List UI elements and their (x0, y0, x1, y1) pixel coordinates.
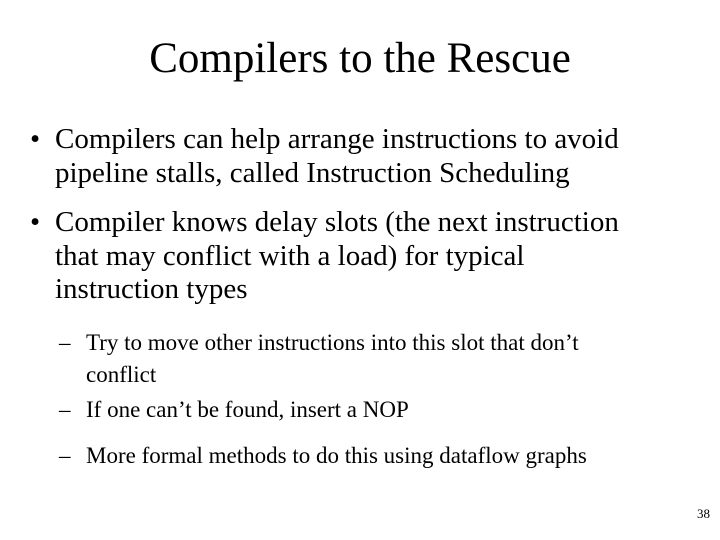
sub-bullet-line: Try to move other instructions into this slot that don’t (86, 330, 579, 355)
page-number: 38 (697, 506, 710, 521)
bullet-marker: • (30, 123, 41, 155)
sub-bullet-marker: – (59, 443, 71, 468)
bullet-line: instruction types (55, 273, 248, 305)
slide-title: Compilers to the Rescue (149, 35, 571, 82)
sub-bullet-line: conflict (86, 362, 157, 387)
bullet-line: Compiler knows delay slots (the next instruction (55, 206, 619, 238)
bullet-line: Compilers can help arrange instructions to avoid (55, 123, 619, 155)
sub-bullet-text (86, 440, 716, 472)
bullet-line: pipeline stalls, called Instruction Scheduling (55, 156, 570, 189)
bullet-text (55, 206, 715, 307)
bullet-line: that may conflict with a load) for typical (55, 239, 525, 272)
bullet-marker: • (30, 206, 41, 238)
sub-bullet-line: More formal methods to do this using dataflow graphs (86, 443, 587, 468)
sub-bullet-marker: – (59, 397, 71, 422)
sub-bullet-marker: – (59, 330, 71, 355)
sub-bullet-text (86, 394, 716, 426)
bullet-text (55, 123, 715, 190)
sub-bullet-text (86, 327, 716, 391)
sub-bullet-line: If one can’t be found, insert a NOP (86, 397, 409, 422)
